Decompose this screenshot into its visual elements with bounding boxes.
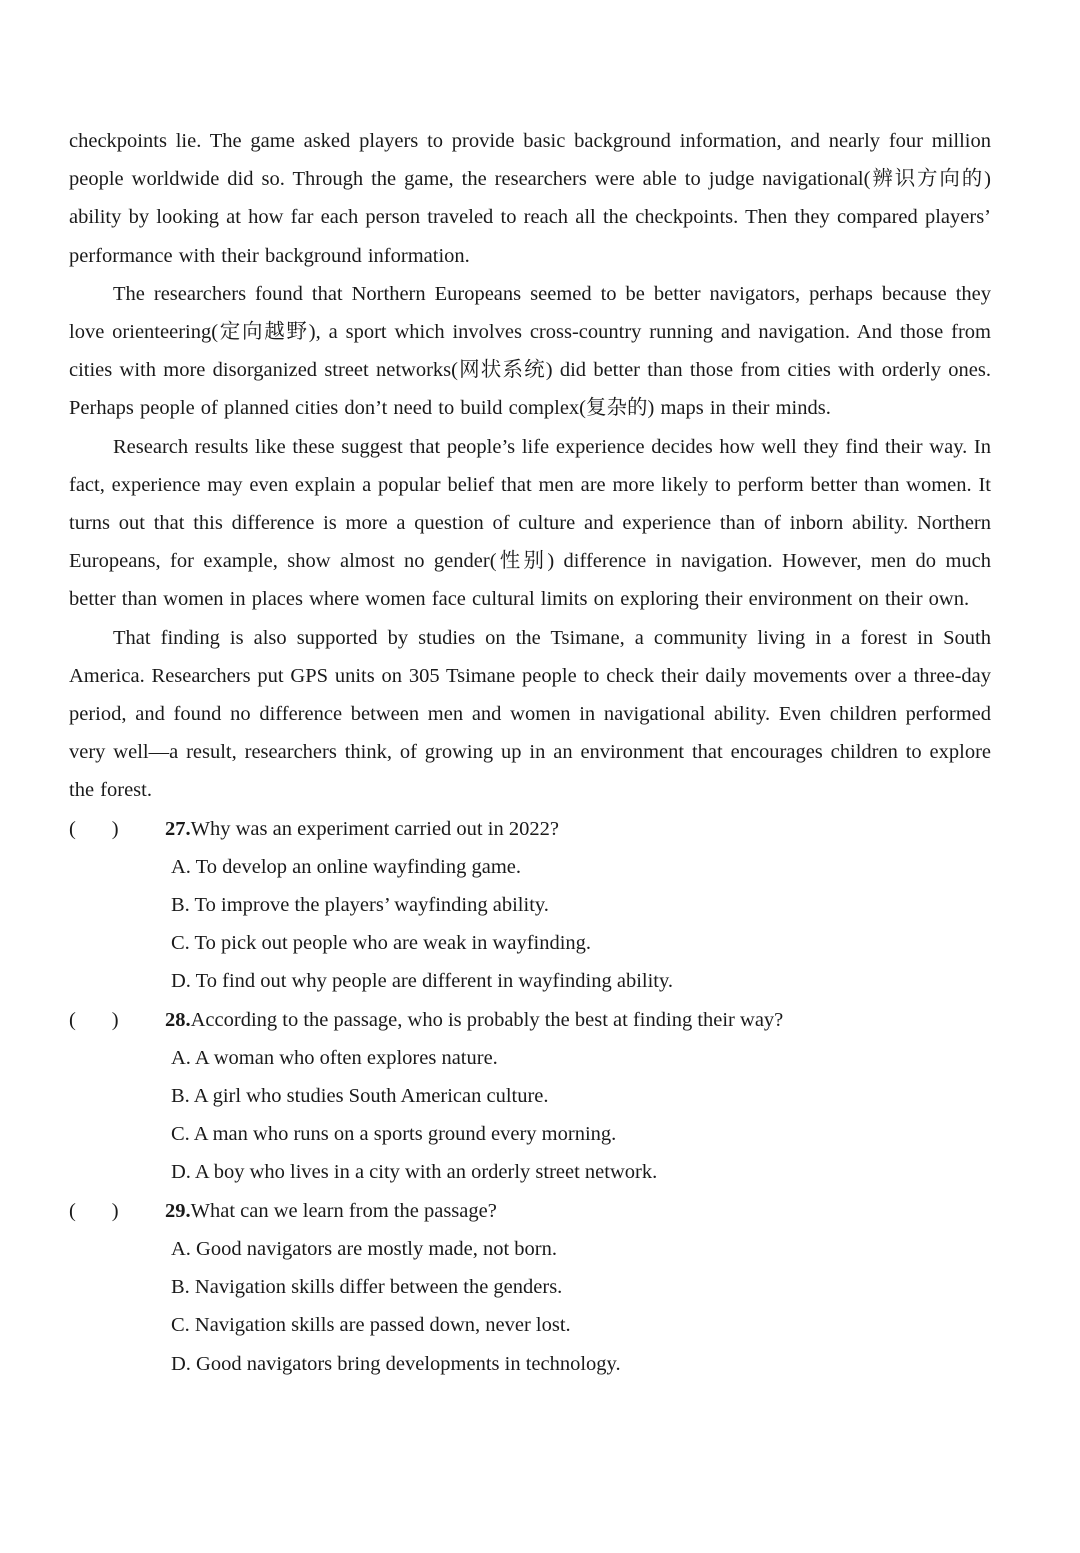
question-number: 27. [165, 817, 191, 840]
question-stem: Why was an experiment carried out in 2022? [190, 817, 559, 840]
exam-page [69, 122, 991, 1383]
option-a: A. To develop an online wayfinding game. [171, 855, 522, 878]
question-28 [69, 1001, 991, 1192]
option-list [69, 1039, 991, 1192]
answer-blank[interactable]: ( ) [69, 817, 119, 840]
option-c: C. To pick out people who are weak in wayfinding. [171, 932, 592, 955]
passage-paragraph-3: Research results like these suggest that people’s life experience decides how well they find their way. In fact, experience may even explain a popular belief that men are more likely to perform better than women. It turns out that this difference is more a question of culture and experience than of inborn ability. Northern Europeans, for example, show almost no gender(性别) difference in navigation. However, men do much better than women in places where women face cultural limits on exploring their environment on their own. [69, 435, 991, 611]
option-b: B. Navigation skills differ between the genders. [171, 1276, 563, 1299]
answer-blank[interactable]: ( ) [69, 1199, 119, 1222]
option-b: B. To improve the players’ wayfinding ability. [171, 894, 549, 917]
question-number: 28. [165, 1008, 191, 1031]
option-b: B. A girl who studies South American culture. [171, 1085, 549, 1108]
question-stem: According to the passage, who is probably the best at finding their way? [190, 1008, 784, 1031]
question-27 [69, 810, 991, 1001]
option-a: A. Good navigators are mostly made, not born. [171, 1237, 558, 1260]
question-stem: What can we learn from the passage? [190, 1199, 497, 1222]
answer-blank[interactable]: ( ) [69, 1008, 119, 1031]
option-d: D. Good navigators bring developments in technology. [171, 1352, 621, 1375]
question-number: 29. [165, 1199, 191, 1222]
passage-paragraph-1: checkpoints lie. The game asked players to provide basic background information, and nearly four million people worldwide did so. Through the game, the researchers were able to judge navigational(辨识方向的) ability by looking at how far each person traveled to reach all the checkpoints. Then they compared players’ performance with their background information. [69, 130, 991, 267]
option-a: A. A woman who often explores nature. [171, 1046, 498, 1069]
option-list [69, 848, 991, 1001]
option-c: C. Navigation skills are passed down, never lost. [171, 1314, 571, 1337]
option-d: D. A boy who lives in a city with an orderly street network. [171, 1161, 658, 1184]
option-c: C. A man who runs on a sports ground every morning. [171, 1123, 617, 1146]
option-list [69, 1230, 991, 1383]
passage-paragraph-4: That finding is also supported by studies on the Tsimane, a community living in a forest in South America. Researchers put GPS units on 305 Tsimane people to check their daily movements over a three-day period, and found no difference between men and women in navigational ability. Even children performed very well—a result, researchers think, of growing up in an environment that encourages children to explore the forest. [69, 626, 991, 802]
option-d: D. To find out why people are different in wayfinding ability. [171, 970, 674, 993]
question-29 [69, 1192, 991, 1383]
passage-paragraph-2: The researchers found that Northern Europeans seemed to be better navigators, perhaps because they love orienteering(定向越野), a sport which involves cross-country running and navigation. And those from cities with more disorganized street networks(网状系统) did better than those from cities with orderly ones. Perhaps people of planned cities don’t need to build complex(复杂的) maps in their minds. [69, 282, 991, 420]
